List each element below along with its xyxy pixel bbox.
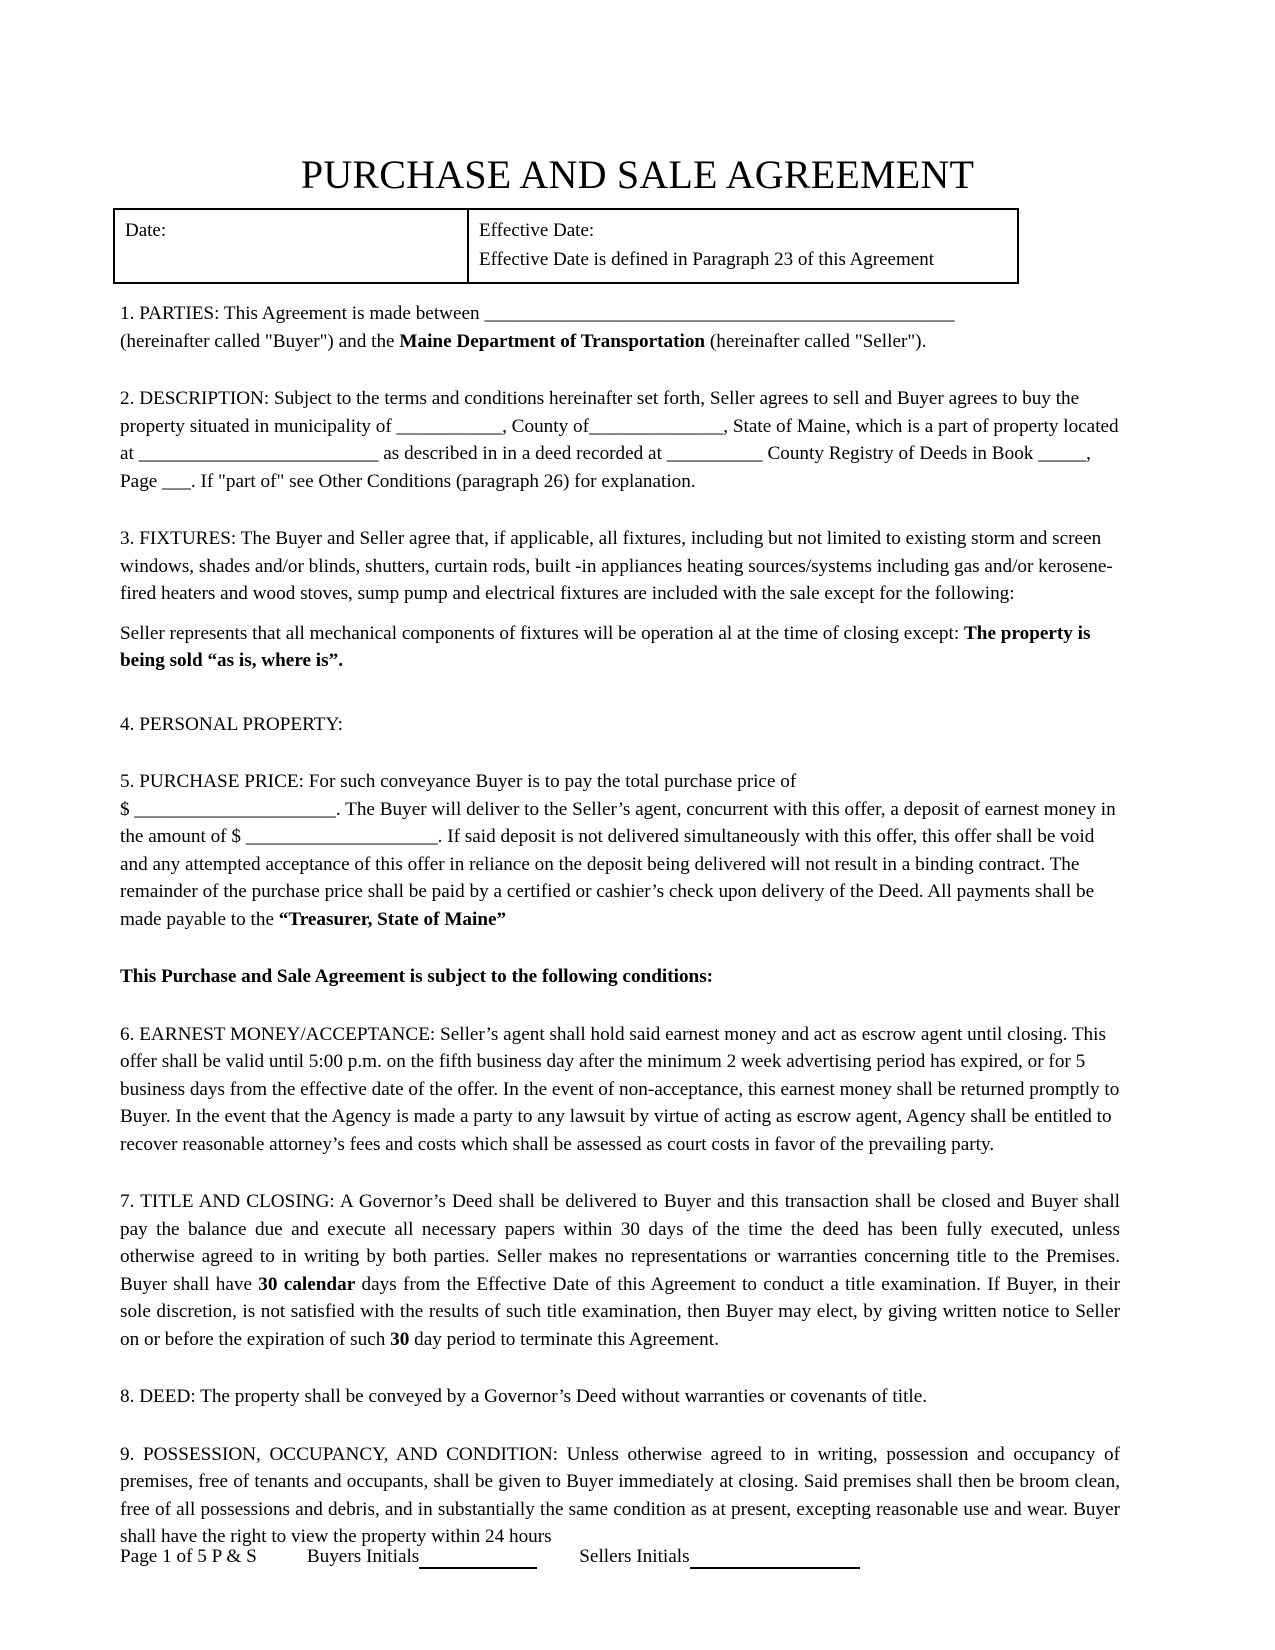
effective-date-cell <box>468 209 1018 245</box>
section-personal-property: 4. PERSONAL PROPERTY: <box>120 713 343 735</box>
buyers-initials-label: Buyers Initials <box>306 1546 420 1567</box>
spacer <box>120 608 1120 620</box>
parties-line2-suffix: (hereinafter called "Seller"). <box>705 330 927 352</box>
footer-page-number: Page 1 of 5 P & S <box>120 1546 257 1567</box>
spacer <box>120 675 1120 711</box>
section-title-and-closing <box>120 1188 1120 1353</box>
document-body <box>120 300 1120 1551</box>
section-description: 2. DESCRIPTION: Subject to the terms and conditions hereinafter set forth, Seller agrees to sell and Buyer agrees to buy the property situated in municipality of ___________, County of______________, State of Maine, which is a part of property located at _________________________ as described in in a deed recorded at __________ County Registry of Deeds in Book _____, Page ___. If "part of" see Other Conditions (paragraph 26) for explanation. <box>120 388 1119 492</box>
effective-date-note: Effective Date is defined in Paragraph 23 of this Agreement <box>479 249 934 270</box>
effective-date-label: Effective Date: <box>479 220 595 241</box>
parties-buyer-blank: _________________________________________________ <box>484 303 955 324</box>
section-fixtures: 3. FIXTURES: The Buyer and Seller agree that, if applicable, all fixtures, including but not limited to existing storm and screen windows, shades and/or blinds, shutters, curtain rods, built -in appliances heating sources/systems including gas and/or kerosene-fired heaters and wood stoves, sump pump and electrical fixtures are included with the sale except for the following: <box>120 528 1113 604</box>
date-label: Date: <box>125 220 167 241</box>
parties-intro: 1. PARTIES: This Agreement is made between <box>120 303 485 324</box>
spacer <box>120 1353 1120 1383</box>
title-closing-calendar-days: 30 calendar <box>258 1273 356 1295</box>
spacer <box>120 355 1120 385</box>
page-title: PURCHASE AND SALE AGREEMENT <box>300 151 975 197</box>
purchase-price-body: $ _____________________. The Buyer will deliver to the Seller’s agent, concurrent with this offer, a deposit of earnest money in the amount of $ ____________________. If said deposit is not delivered simultaneously with this offer, this offer shall be void and any attempted acceptance of this offer in reliance on the deposit being delivered will not result in a binding contract. The remainder of the purchase price shall be paid by a certified or cashier’s check upon delivery of the Deed. All payments shall be made payable to the <box>120 798 1116 930</box>
conditions-heading-text: This Purchase and Sale Agreement is subject to the following conditions: <box>120 966 714 987</box>
section-deed: 8. DEED: The property shall be conveyed by a Governor’s Deed without warranties or covenants of title. <box>120 1386 928 1407</box>
conditions-heading <box>120 963 1120 991</box>
table-row <box>114 209 1018 245</box>
effective-date-note-cell <box>468 245 1018 283</box>
parties-line2-prefix: (hereinafter called "Buyer") and the <box>120 330 400 352</box>
title-closing-day-period: 30 <box>390 1328 410 1350</box>
spacer <box>120 495 1120 525</box>
spacer <box>120 1411 1120 1441</box>
spacer <box>120 991 1120 1021</box>
section-possession: 9. POSSESSION, OCCUPANCY, AND CONDITION: Unless otherwise agreed to in writing, possession and occupancy of premises, free of tenants and occupants, shall be given to Buyer immediately at closing. Said premises shall then be broom clean, free of all possessions and debris, and in substantially the same condition as at present, excepting reasonable use and wear. Buyer shall have the right to view the property within 24 hours <box>120 1443 1120 1547</box>
section-earnest-money: 6. EARNEST MONEY/ACCEPTANCE: Seller’s agent shall hold said earnest money and act as escrow agent until closing. This offer shall be valid until 5:00 p.m. on the fifth business day after the minimum 2 week advertising period has expired, or for 5 business days from the effective date of the offer. In the event of non-acceptance, this earnest money shall be returned promptly to Buyer. In the event that the Agency is made a party to any lawsuit by virtue of acting as escrow agent, Agency shall be entitled to recover reasonable attorney’s fees and costs which shall be assessed as court costs in favor of the prevailing party. <box>120 1023 1120 1155</box>
fixtures-rep-text: Seller represents that all mechanical components of fixtures will be operation al at the time of closing except: <box>120 622 964 644</box>
title-closing-part-c: day period to terminate this Agreement. <box>409 1328 719 1350</box>
spacer <box>120 738 1120 768</box>
spacer <box>120 933 1120 963</box>
title-closing-part-b: days from the Effective Date of this Agreement to conduct a title examination. If Buyer, in their sole discretion, is not satisfied with the results of such title examination, then Buyer may elect, by giving written notice to Seller on or before the expiration of such <box>120 1273 1120 1350</box>
page-footer <box>120 1545 1120 1569</box>
spacer <box>120 1158 1120 1188</box>
buyers-initials-field[interactable] <box>419 1550 537 1569</box>
section-purchase-price <box>120 768 1120 933</box>
title-closing-part-a: 7. TITLE AND CLOSING: A Governor’s Deed shall be delivered to Buyer and this transaction shall be closed and Buyer shall pay the balance due and execute all necessary papers within 30 days of the time the deed has been fully executed, unless otherwise agreed to in writing by both parties. Seller makes no representations or warranties concerning title to the Premises. Buyer shall have <box>120 1191 1120 1295</box>
header-info-table <box>113 208 1019 284</box>
section-parties <box>120 300 1120 355</box>
as-is-clause: The property is being sold “as is, where is”. <box>120 622 1091 671</box>
sellers-initials-field[interactable] <box>690 1550 860 1569</box>
seller-name: Maine Department of Transportation <box>399 330 706 352</box>
treasurer-payee: “Treasurer, State of Maine” <box>278 908 507 930</box>
date-cell <box>114 209 468 283</box>
purchase-price-heading: 5. PURCHASE PRICE: For such conveyance Buyer is to pay the total purchase price of <box>120 771 797 792</box>
sellers-initials-label: Sellers Initials <box>579 1546 690 1567</box>
section-fixtures-representation <box>120 620 1120 675</box>
